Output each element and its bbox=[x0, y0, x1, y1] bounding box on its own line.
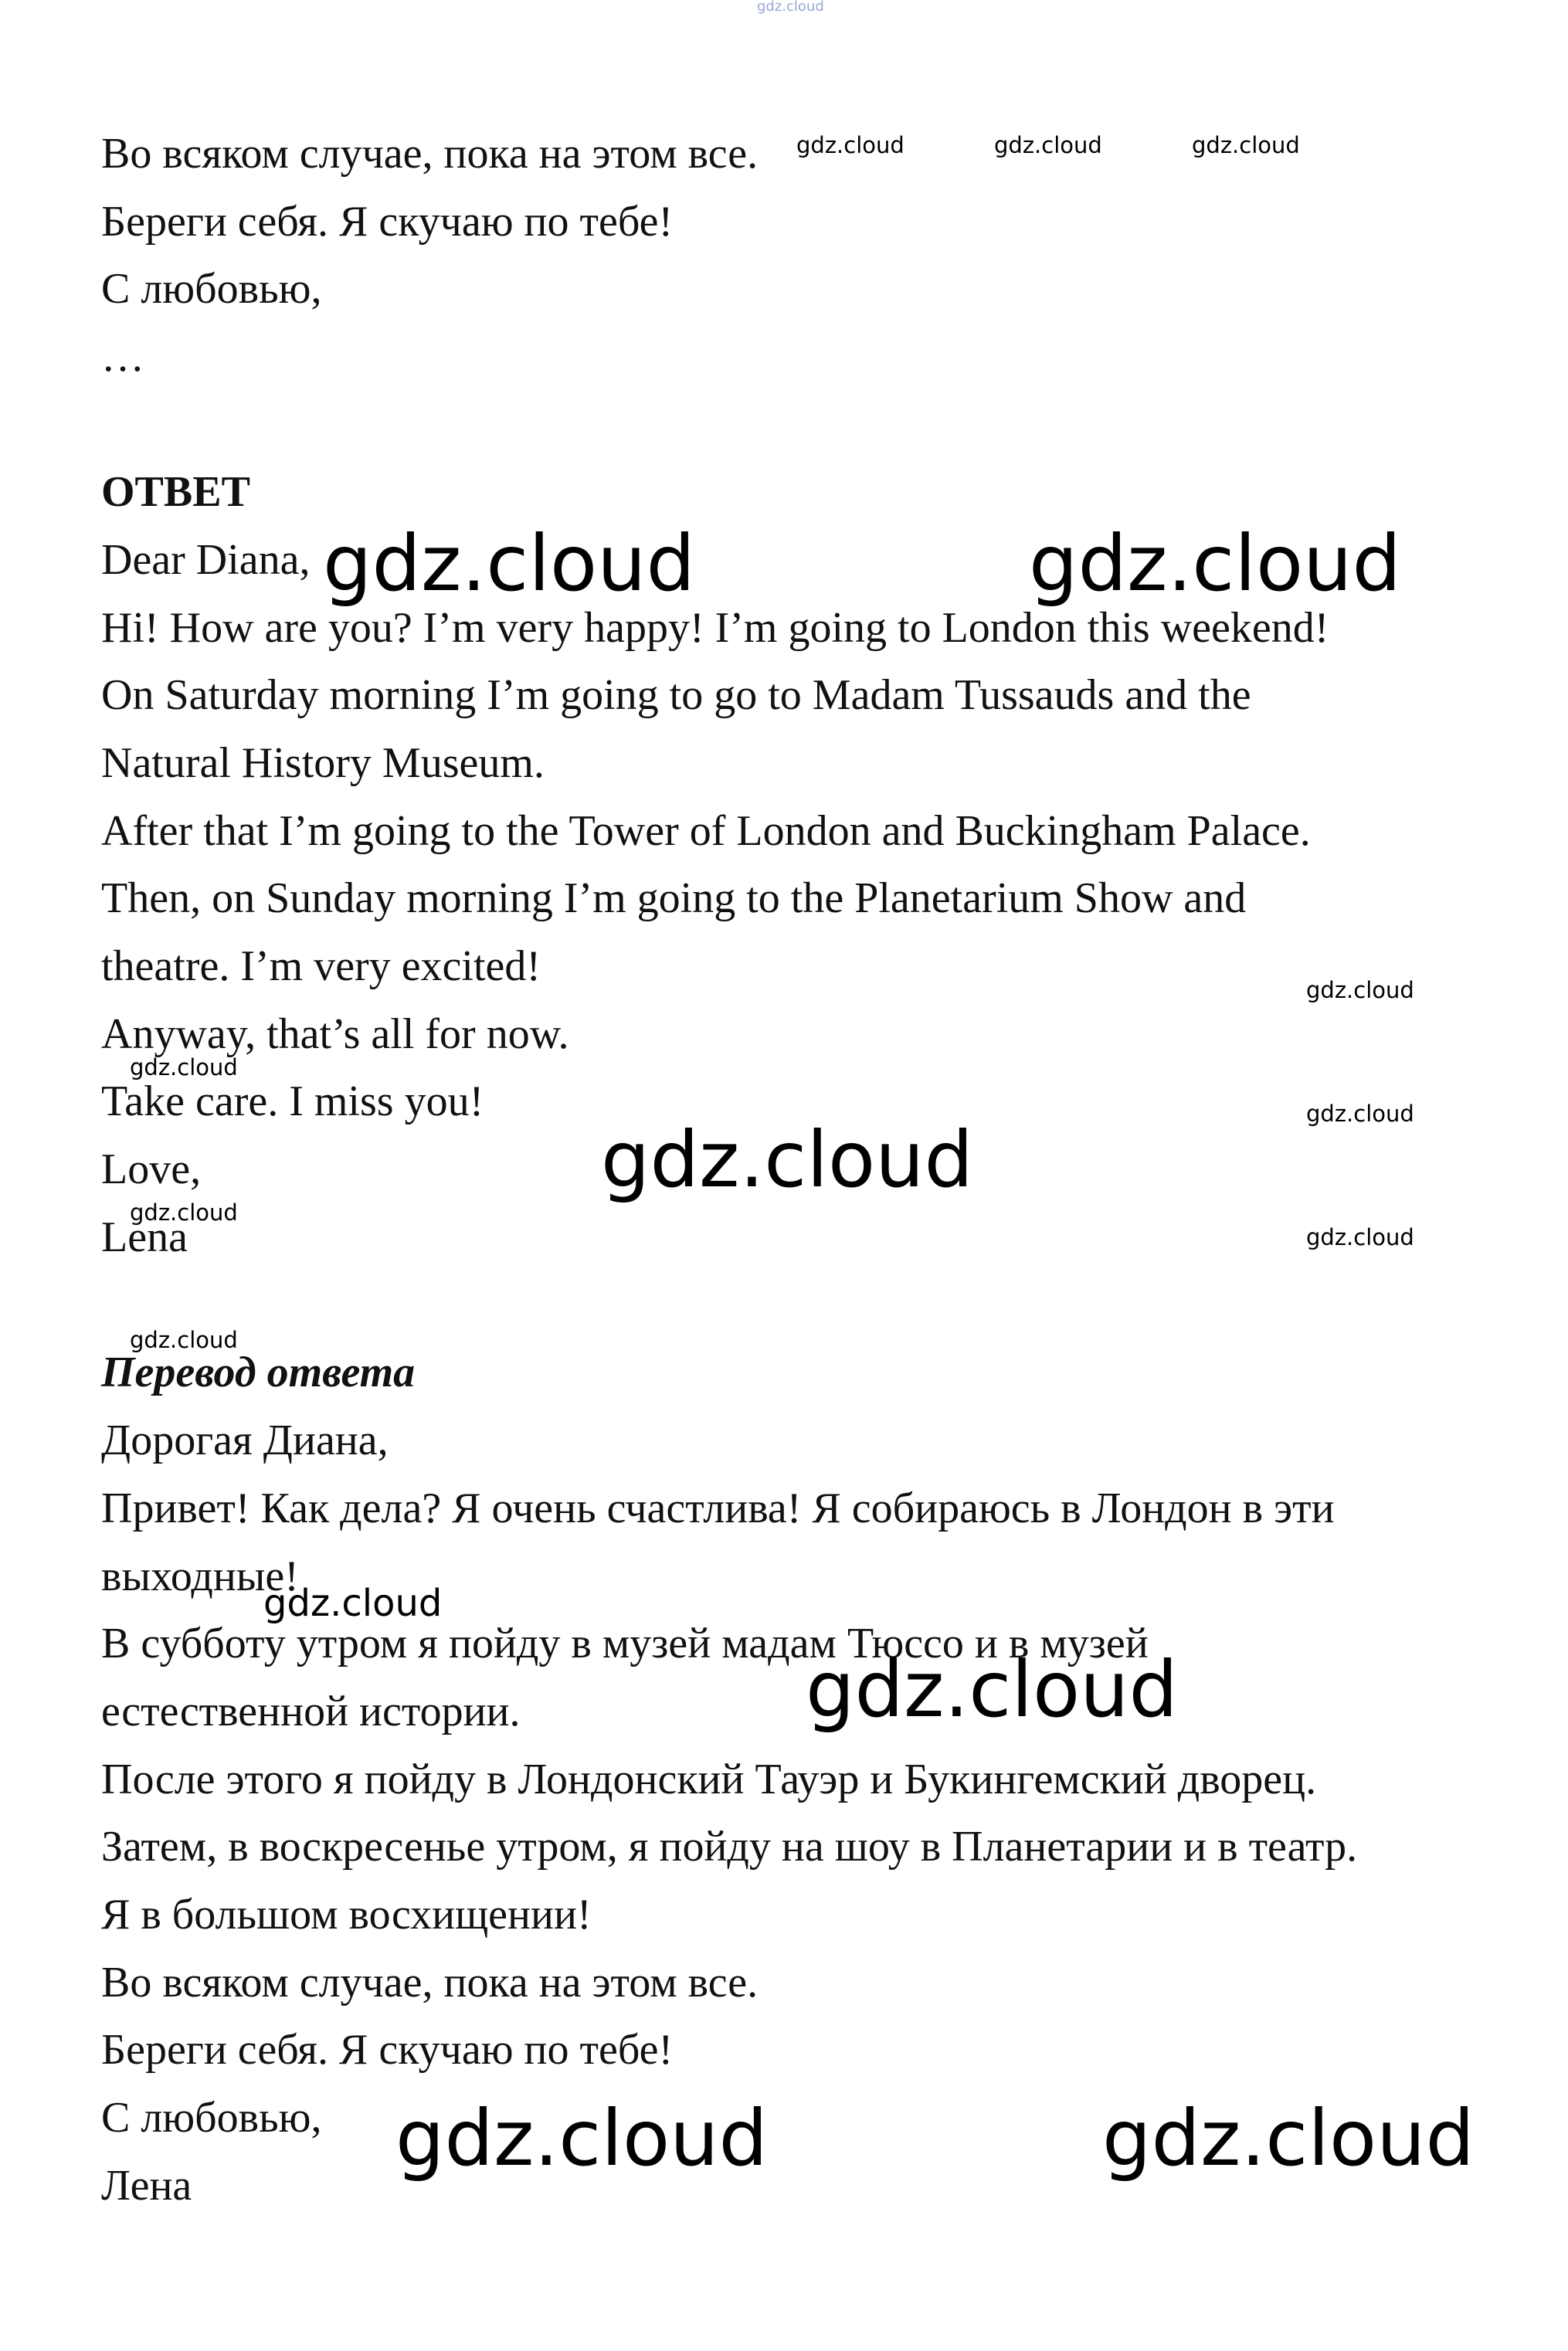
translation-line-8: Я в большом восхищении! bbox=[101, 1891, 592, 1939]
watermark: gdz.cloud bbox=[130, 1327, 238, 1353]
answer-line-7: theatre. I’m very excited! bbox=[101, 942, 541, 990]
answer-line-10: Love, bbox=[101, 1145, 202, 1193]
translation-line-1: Дорогая Диана, bbox=[101, 1416, 389, 1464]
watermark: gdz.cloud bbox=[130, 1054, 238, 1081]
watermark: gdz.cloud bbox=[1306, 977, 1414, 1003]
translation-line-9: Во всяком случае, пока на этом все. bbox=[101, 1959, 759, 2007]
translation-line-5: естественной истории. bbox=[101, 1688, 521, 1735]
translation-line-7: Затем, в воскресенье утром, я пойду на шоу в Планетарии и в театр. bbox=[101, 1823, 1358, 1871]
watermark: gdz.cloud bbox=[1102, 2093, 1475, 2183]
intro-line-2: Береги себя. Я скучаю по тебе! bbox=[101, 198, 674, 246]
answer-line-5: After that I’m going to the Tower of London and Buckingham Palace. bbox=[101, 807, 1311, 855]
answer-line-2: Hi! How are you? I’m very happy! I’m going to London this weekend! bbox=[101, 604, 1329, 652]
answer-line-9: Take care. I miss you! bbox=[101, 1077, 484, 1125]
intro-line-1: Во всяком случае, пока на этом все. bbox=[101, 130, 759, 178]
intro-line-4: … bbox=[101, 333, 144, 381]
watermark: gdz.cloud bbox=[1306, 1101, 1414, 1127]
answer-line-4: Natural History Museum. bbox=[101, 739, 545, 787]
answer-line-11: Lena bbox=[101, 1213, 188, 1261]
intro-line-3: С любовью, bbox=[101, 265, 322, 313]
answer-line-1: Dear Diana, bbox=[101, 536, 311, 584]
translation-line-11: С любовью, bbox=[101, 2094, 322, 2142]
answer-heading: ОТВЕТ bbox=[101, 468, 250, 516]
watermark: gdz.cloud bbox=[1192, 132, 1300, 158]
answer-line-6: Then, on Sunday morning I’m going to the Planetarium Show and bbox=[101, 874, 1247, 922]
watermark: gdz.cloud bbox=[263, 1582, 443, 1625]
translation-heading: Перевод ответа bbox=[101, 1349, 416, 1396]
watermark: gdz.cloud bbox=[806, 1644, 1179, 1735]
watermark: gdz.cloud bbox=[130, 1199, 238, 1226]
watermark: gdz.cloud bbox=[994, 132, 1102, 158]
watermark: gdz.cloud bbox=[601, 1114, 974, 1205]
answer-line-8: Anyway, that’s all for now. bbox=[101, 1010, 569, 1058]
watermark: gdz.cloud bbox=[1306, 1224, 1414, 1250]
watermark: gdz.cloud bbox=[1029, 518, 1402, 609]
translation-line-12: Лена bbox=[101, 2162, 192, 2210]
translation-line-6: После этого я пойду в Лондонский Тауэр и Букингемский дворец. bbox=[101, 1756, 1317, 1803]
answer-line-3: On Saturday morning I’m going to go to Madam Tussauds and the bbox=[101, 671, 1251, 719]
translation-line-3: выходные! bbox=[101, 1552, 299, 1600]
watermark: gdz.cloud bbox=[796, 132, 904, 158]
watermark: gdz.cloud bbox=[323, 518, 696, 609]
translation-line-2: Привет! Как дела? Я очень счастлива! Я собираюсь в Лондон в эти bbox=[101, 1484, 1335, 1532]
translation-line-4: В субботу утром я пойду в музей мадам Тюссо и в музей bbox=[101, 1620, 1149, 1667]
watermark-top: gdz.cloud bbox=[757, 0, 824, 15]
translation-line-10: Береги себя. Я скучаю по тебе! bbox=[101, 2026, 674, 2074]
watermark: gdz.cloud bbox=[395, 2093, 769, 2183]
